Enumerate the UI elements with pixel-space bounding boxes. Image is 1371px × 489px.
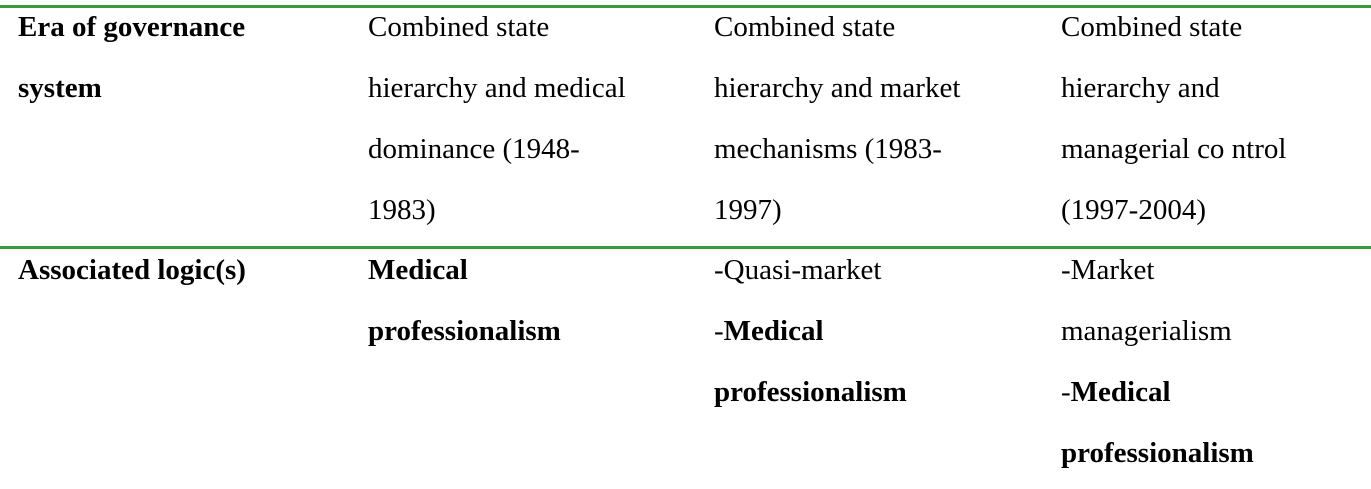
row-header-line: system xyxy=(18,72,102,104)
table-cell-era-3 xyxy=(1061,0,1286,241)
cell-line: -Market xyxy=(1061,254,1155,286)
row-header-logics xyxy=(18,240,246,301)
cell-line: Combined state xyxy=(714,11,896,43)
table-cell-logic-2 xyxy=(714,240,907,423)
cell-line: managerialism xyxy=(1061,315,1232,347)
cell-line: 1997) xyxy=(714,194,782,226)
cell-line xyxy=(714,301,907,362)
cell-line: Combined state xyxy=(368,11,550,43)
cell-line: dominance (1948- xyxy=(368,133,580,165)
cell-line: professionalism xyxy=(368,315,561,347)
bold-term: Medical xyxy=(1070,376,1171,408)
table-cell-logic-1 xyxy=(368,240,561,362)
cell-line: hierarchy and xyxy=(1061,72,1220,104)
row-header-line: Associated logic(s) xyxy=(18,254,246,286)
cell-line xyxy=(1061,362,1254,423)
table-cell-era-2 xyxy=(714,0,960,241)
bullet-dash: - xyxy=(714,315,724,347)
bullet-dash: - xyxy=(1061,376,1071,408)
cell-line: professionalism xyxy=(1061,437,1254,469)
cell-line: hierarchy and market xyxy=(714,72,961,104)
row-header-line: Era of governance xyxy=(18,11,246,43)
cell-line: Combined state xyxy=(1061,11,1243,43)
cell-line: 1983) xyxy=(368,194,436,226)
bold-term: Medical xyxy=(723,315,824,347)
cell-line: mechanisms (1983- xyxy=(714,133,942,165)
cell-line: Medical xyxy=(368,254,468,286)
cell-line: hierarchy and medical xyxy=(368,72,626,104)
cell-line: (1997-2004) xyxy=(1061,194,1206,226)
cell-line: professionalism xyxy=(714,376,907,408)
cell-line: -Quasi-market xyxy=(714,254,882,286)
row-header-era xyxy=(18,0,245,119)
cell-line: managerial co ntrol xyxy=(1061,133,1287,165)
table-cell-era-1 xyxy=(368,0,626,241)
table-cell-logic-3 xyxy=(1061,240,1254,484)
